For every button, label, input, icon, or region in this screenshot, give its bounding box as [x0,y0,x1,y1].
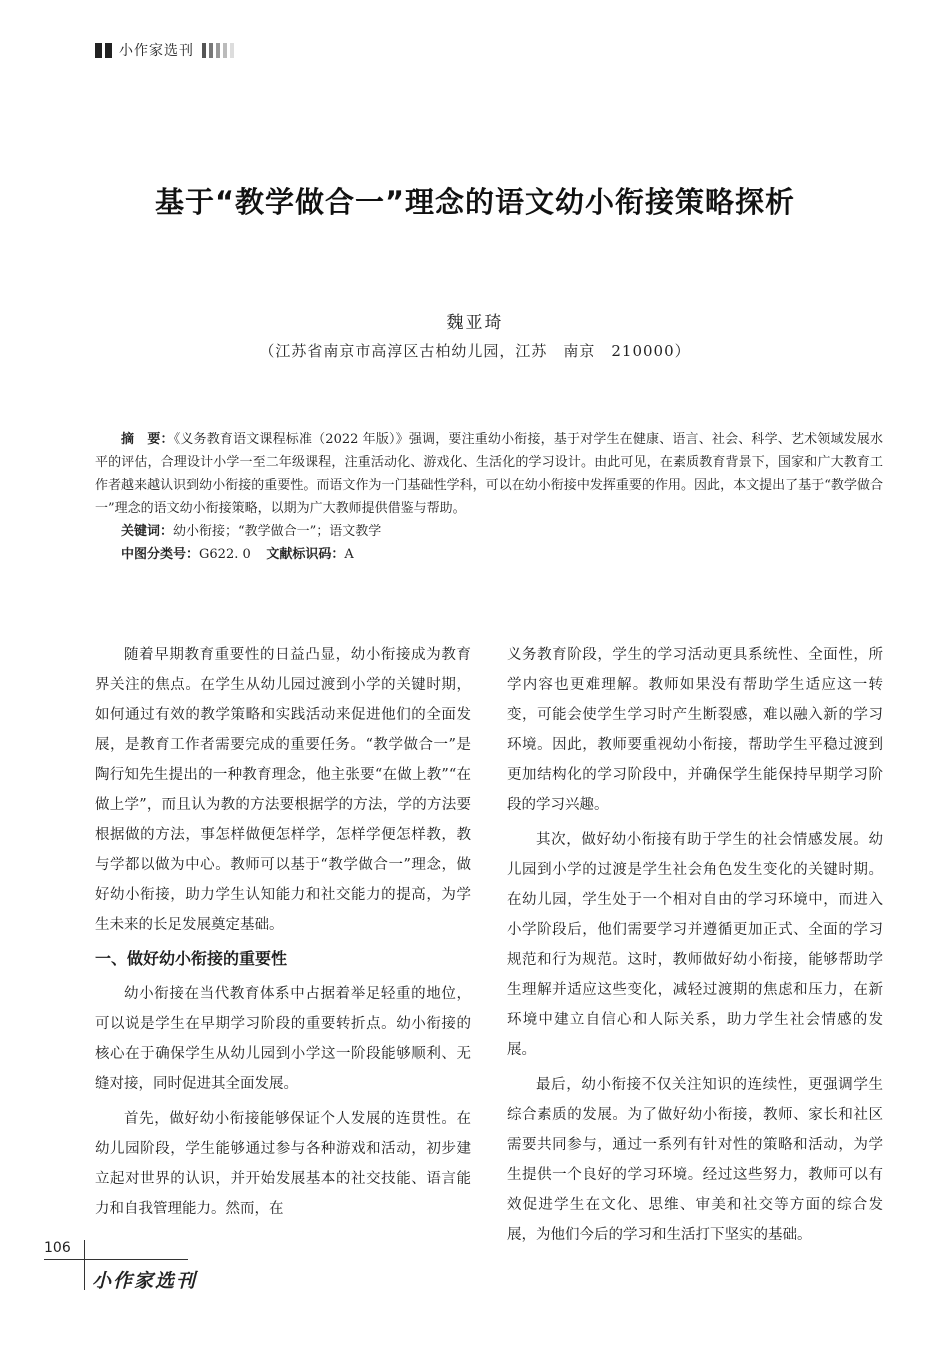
header-gradient-bar [209,43,213,58]
doc-code-label: 文献标识码： [266,547,345,562]
body-column-left [95,640,471,1229]
header-gradient-bar [216,43,220,58]
body-paragraph: 首先，做好幼小衔接能够保证个人发展的连贯性。在幼儿园阶段，学生能够通过参与各种游戏和活动，初步建立起对世界的认识，并开始发展基本的社交技能、语言能力和自我管理能力。然而，在 [95,1111,471,1217]
clc-value: G622. 0 [199,547,251,562]
body-paragraph: 义务教育阶段，学生的学习活动更具系统性、全面性，所学内容也更难理解。教师如果没有帮助学生适应这一转变，可能会使学生学习时产生断裂感，难以融入新的学习环境。因此，教师要重视幼小衔接，帮助学生平稳过渡到更加结构化的学习阶段中，并确保学生能保持早期学习阶段的学习兴趣。 [507,647,883,813]
body-paragraph: 最后，幼小衔接不仅关注知识的连续性，更强调学生综合素质的发展。为了做好幼小衔接，教师、家长和社区需要共同参与，通过一系列有针对性的策略和活动，为学生提供一个良好的学习环境。经过这些努力，教师可以有效促进学生在文化、思维、审美和社交等方面的综合发展，为他们今后的学习和生活打下坚实的基础。 [507,1077,883,1243]
header-gradient-bar [230,43,234,58]
abstract-section [95,428,883,566]
journal-logo: 小作家选刊 [92,1270,198,1292]
doc-code-value: A [344,547,354,562]
header-gradient-bar [202,43,206,58]
article-title: 基于“教学做合一”理念的语文幼小衔接策略探析 [154,185,796,219]
keywords-label: 关键词： [121,524,174,539]
author-affiliation: （江苏省南京市高淳区古柏幼儿园，江苏 南京 210000） [259,342,691,360]
body-paragraph: 其次，做好幼小衔接有助于学生的社会情感发展。幼儿园到小学的过渡是学生社会角色发生变化的关键时期。在幼儿园，学生处于一个相对自由的学习环境中，而进入小学阶段后，他们需要学习并遵循更加正式、全面的学习规范和行为规范。这时，教师做好幼小衔接，能够帮助学生理解并适应这些变化，减轻过渡期的焦虑和压力，在新环境中建立自信心和人际关系，助力学生社会情感的发展。 [507,832,883,1058]
clc-label: 中图分类号： [121,547,200,562]
keywords-line [95,520,883,543]
footer-rule-horizontal [44,1259,188,1260]
abstract-label: 摘 要： [121,432,174,447]
body-paragraph: 幼小衔接在当代教育体系中占据着举足轻重的地位，可以说是学生在早期学习阶段的重要转折点。幼小衔接的核心在于确保学生从幼儿园到小学这一阶段能够顺利、无缝对接，同时促进其全面发展。 [95,986,471,1092]
keywords-text: 幼小衔接；“教学做合一”；语文教学 [173,524,382,539]
abstract-text: 《义务教育语文课程标准（2022 年版）》强调，要注重幼小衔接，基于对学生在健康、语言、社会、科学、艺术领域发展水平的评估，合理设计小学一至二年级课程，注重活动化、游戏化、生活化的学习设计。由此可见，在素质教育背景下，国家和广大教育工作者越来越认识到幼小衔接的重要性。而语文作为一门基础性学科，可以在幼小衔接中发挥重要的作用。因此，本文提出了基于“教学做合一”理念的语文幼小衔接策略，以期为广大教师提供借鉴与帮助。 [95,432,883,516]
header-block-mark [95,43,102,58]
header-gradient-bar [223,43,227,58]
page-number: 106 [44,1240,71,1256]
journal-name: 小作家选刊 [119,43,194,59]
section-heading: 一、做好幼小衔接的重要性 [95,949,288,968]
body-column-right [507,640,883,1255]
classification-line [95,543,883,566]
abstract-paragraph [95,428,883,520]
header-block-mark [105,43,112,58]
running-header [95,38,237,62]
footer-rule-vertical [84,1240,85,1290]
author-name: 魏亚琦 [446,313,504,333]
body-paragraph: 随着早期教育重要性的日益凸显，幼小衔接成为教育界关注的焦点。在学生从幼儿园过渡到小学的关键时期，如何通过有效的教学策略和实践活动来促进他们的全面发展，是教育工作者需要完成的重要任务。“教学做合一”是陶行知先生提出的一种教育理念，他主张要“在做上教”“在做上学”，而且认为教的方法要根据学的方法，学的方法要根据做的方法，事怎样做便怎样学，怎样学便怎样教，教与学都以做为中心。教师可以基于“教学做合一”理念，做好幼小衔接，助力学生认知能力和社交能力的提高，为学生未来的长足发展奠定基础。 [95,647,471,933]
